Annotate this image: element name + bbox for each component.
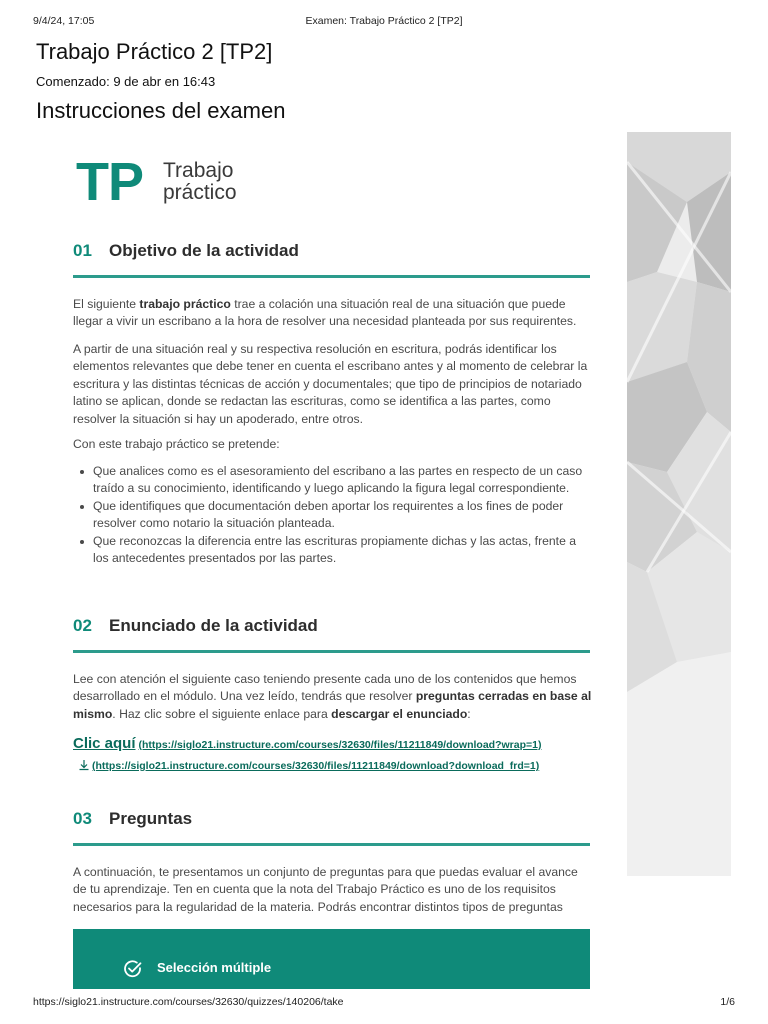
section-heading-questions	[73, 809, 590, 849]
link-url-text[interactable]: (https://siglo21.instructure.com/courses/32630/files/11211849/download?wrap=1)	[138, 739, 542, 751]
multiple-choice-banner	[73, 929, 590, 989]
list-item: Que analices como es el asesoramiento del escribano a las partes en respecto de un caso traído a su conocimiento, identificando y luego aplicando la figura legal correspondiente.	[73, 463, 593, 498]
list-item: Que reconozcas la diferencia entre las escrituras propiamente dichas y las actas, frente a los antecedentes presentados por las partes.	[73, 533, 593, 568]
section-title: Objetivo de la actividad	[109, 241, 299, 260]
print-page-number: 1/6	[720, 996, 735, 1008]
questions-paragraph: A continuación, te presentamos un conjunto de preguntas para que puedas evaluar el avance de tu aprendizaje. Ten en cuenta que la nota del Trabajo Práctico es uno de los requisitos necesarios para la regularidad de la materia. Podrás encontrar distintos tipos de preguntas	[73, 865, 578, 914]
quiz-started-date: Comenzado: 9 de abr en 16:43	[36, 74, 216, 89]
section-divider	[73, 275, 590, 278]
section-number: 02	[73, 616, 92, 635]
print-header	[0, 15, 768, 29]
section-title: Enunciado de la actividad	[109, 616, 318, 635]
section-title: Preguntas	[109, 809, 193, 828]
check-circle-icon	[123, 959, 143, 979]
download-icon[interactable]	[78, 759, 90, 771]
download-statement-link[interactable]	[73, 735, 541, 753]
print-datetime: 9/4/24, 17:05	[33, 15, 95, 27]
print-footer-url: https://siglo21.instructure.com/courses/32630/quizzes/140206/take	[33, 996, 344, 1008]
section-divider	[73, 843, 590, 846]
print-page-title: Examen: Trabajo Práctico 2 [TP2]	[305, 15, 463, 27]
decorative-side-image	[627, 132, 731, 876]
section-divider	[73, 650, 590, 653]
list-item: Que identifiques que documentación deben aportar los requirentes a los fines de poder resolver como notario la situación planteada.	[73, 498, 593, 533]
multiple-choice-label: Selección múltiple	[157, 960, 272, 975]
tp-logo-wordmark	[163, 160, 237, 204]
download-url-text[interactable]: (https://siglo21.instructure.com/courses/32630/files/11211849/download?download_frd=1)	[92, 760, 540, 772]
section-number: 03	[73, 809, 92, 828]
quiz-title: Trabajo Práctico 2 [TP2]	[36, 39, 273, 64]
statement-paragraph: Lee con atención el siguiente caso teniendo presente cada uno de los contenidos que hemos desarrollado en el módulo. Una vez leído, tendrás que resolver preguntas cerradas en base al mismo. Haz clic sobre el siguiente enlace para descargar el enunciado:	[73, 672, 592, 721]
tp-logo-mark: TP	[76, 152, 144, 212]
objective-paragraph-2: A partir de una situación real y su respectiva resolución en escritura, podrás identificar los elementos relevantes que debe tener en cuenta el escribano antes y al momento de celebrar la escritura y las distintas técnicas de acción y documentales; que tipo de principios de notariado latino se aplican, donde se redactan las escrituras, como se identifica a las partes, como resolver la situación si hay un apoderado, entre otros.	[73, 342, 588, 426]
tp-logo-word-line2: práctico	[163, 181, 237, 204]
section-heading-statement	[73, 616, 590, 656]
tp-logo-word-line1: Trabajo	[163, 159, 234, 182]
objective-paragraph-1: El siguiente trabajo práctico trae a colación una situación real de una situación que puede llegar a vivir un escribano a la hora de resolver una necesidad planteada por sus requirentes.	[73, 297, 577, 329]
objective-bullet-list	[73, 463, 593, 567]
section-heading-objective	[73, 241, 590, 281]
print-footer	[0, 996, 768, 1010]
objective-paragraph-3: Con este trabajo práctico se pretende:	[73, 437, 280, 451]
click-here-link-text[interactable]: Clic aquí	[73, 735, 136, 752]
direct-download-link[interactable]	[78, 759, 539, 772]
instructions-title: Instrucciones del examen	[36, 98, 286, 123]
section-number: 01	[73, 241, 92, 260]
